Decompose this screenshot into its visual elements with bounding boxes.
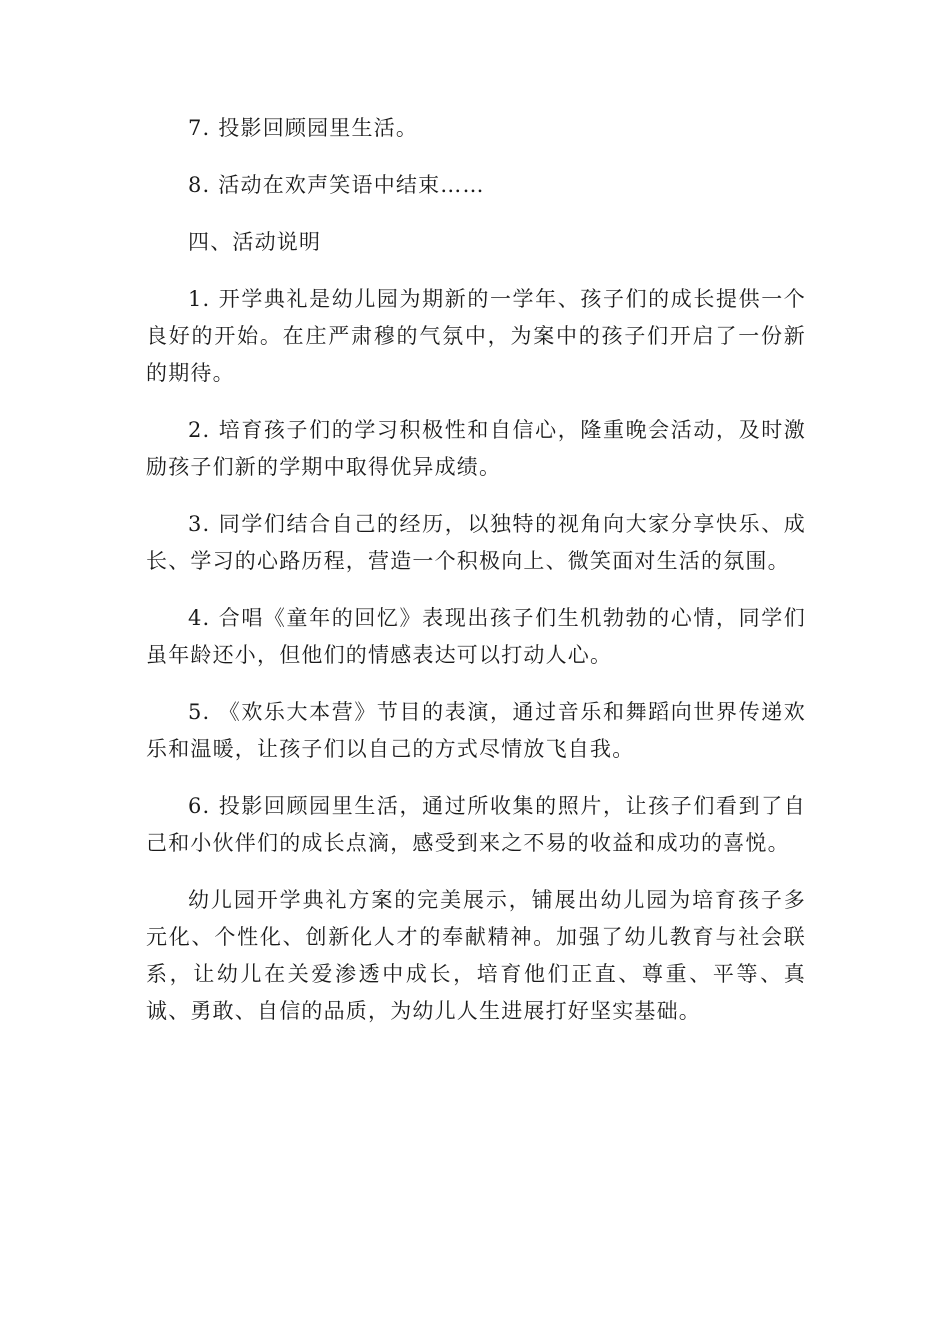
note-item-2: 2. 培育孩子们的学习积极性和自信心，隆重晚会活动，及时激励孩子们新的学期中取得优异成绩。 — [146, 418, 806, 479]
note-item-3: 3. 同学们结合自己的经历，以独特的视角向大家分享快乐、成长、学习的心路历程，营造一个积极向上、微笑面对生活的氛围。 — [146, 512, 806, 573]
note-item-4: 4. 合唱《童年的回忆》表现出孩子们生机勃勃的心情，同学们虽年龄还小，但他们的情感表达可以打动人心。 — [146, 606, 806, 667]
note-item-6: 6. 投影回顾园里生活，通过所收集的照片，让孩子们看到了自己和小伙伴们的成长点滴，感受到来之不易的收益和成功的喜悦。 — [146, 794, 806, 855]
document-body — [146, 110, 806, 1050]
note-item-5: 5. 《欢乐大本营》节目的表演，通过音乐和舞蹈向世界传递欢乐和温暖，让孩子们以自己的方式尽情放飞自我。 — [146, 700, 806, 761]
list-item-8: 8. 活动在欢声笑语中结束…… — [188, 173, 485, 197]
section-heading-activity-notes: 四、活动说明 — [188, 230, 322, 254]
note-item-1: 1. 开学典礼是幼儿园为期新的一学年、孩子们的成长提供一个良好的开始。在庄严肃穆的气氛中，为案中的孩子们开启了一份新的期待。 — [146, 287, 806, 385]
closing-paragraph: 幼儿园开学典礼方案的完美展示，铺展出幼儿园为培育孩子多元化、个性化、创新化人才的奉献精神。加强了幼儿教育与社会联系，让幼儿在关爱渗透中成长，培育他们正直、尊重、平等、真诚、勇敢、自信的品质，为幼儿人生进展打好坚实基础。 — [146, 888, 806, 1023]
list-item-7: 7. 投影回顾园里生活。 — [188, 116, 419, 140]
